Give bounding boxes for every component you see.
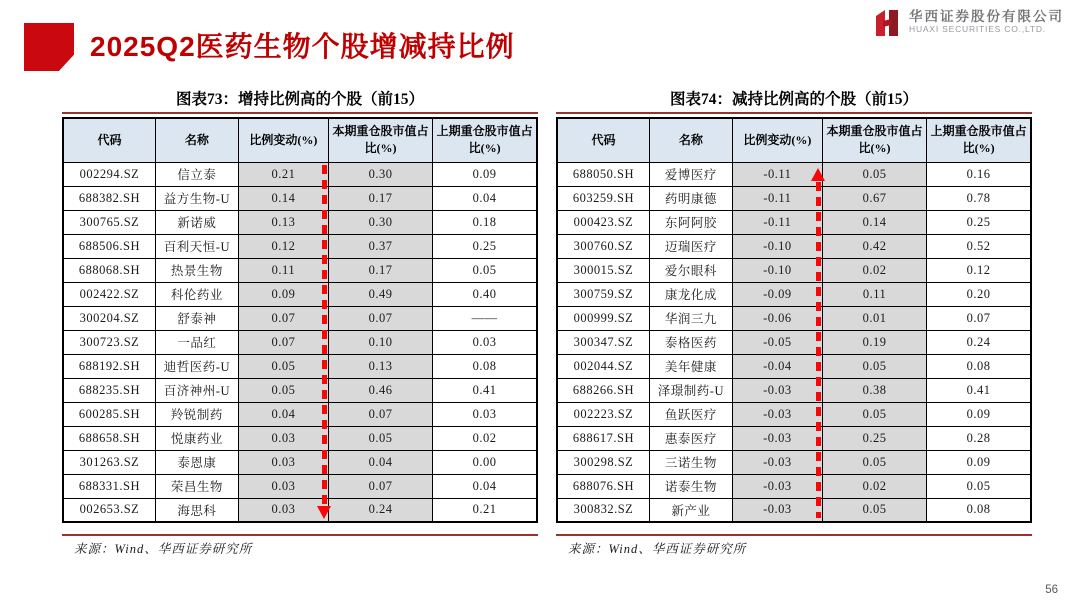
table-cell: 0.08 (927, 354, 1031, 378)
table-cell: 0.30 (328, 210, 432, 234)
table-cell: 0.52 (927, 234, 1031, 258)
table-cell: 0.24 (328, 498, 432, 522)
table-cell: 0.40 (433, 282, 537, 306)
table-row (63, 234, 537, 258)
table-cell: 东阿阿胶 (649, 210, 732, 234)
table-cell: 0.02 (433, 426, 537, 450)
huaxi-securities-logo (875, 7, 1064, 39)
table-cell: 0.01 (822, 306, 926, 330)
table-row (557, 378, 1031, 402)
table-cell: 0.05 (328, 426, 432, 450)
table-cell: 688617.SH (557, 426, 649, 450)
table-row (557, 258, 1031, 282)
table-cell: 0.00 (433, 450, 537, 474)
column-header: 名称 (155, 118, 238, 162)
table-cell: 688235.SH (63, 378, 155, 402)
table-cell: 300832.SZ (557, 498, 649, 522)
table-cell: 0.78 (927, 186, 1031, 210)
company-name-cn: 华西证券股份有限公司 (909, 9, 1064, 24)
table-row (63, 426, 537, 450)
table-cell: 688331.SH (63, 474, 155, 498)
table-cell: 000423.SZ (557, 210, 649, 234)
table-cell: 002422.SZ (63, 282, 155, 306)
table-cell: -0.11 (732, 210, 822, 234)
table-cell: 0.03 (433, 330, 537, 354)
table-header-row (63, 118, 537, 162)
table-row (557, 402, 1031, 426)
table-row (557, 354, 1031, 378)
table-row (63, 354, 537, 378)
table-cell: 603259.SH (557, 186, 649, 210)
table-cell: 0.05 (822, 354, 926, 378)
table-cell: 0.07 (328, 402, 432, 426)
page-title: 2025Q2医药生物个股增减持比例 (90, 31, 515, 62)
table-cell: 002044.SZ (557, 354, 649, 378)
table-row (557, 330, 1031, 354)
table-cell: 0.16 (927, 162, 1031, 186)
table-cell: 0.19 (822, 330, 926, 354)
table-cell: 百利天恒-U (155, 234, 238, 258)
table-cell: 惠泰医疗 (649, 426, 732, 450)
table-cell: -0.06 (732, 306, 822, 330)
table-cell: 300204.SZ (63, 306, 155, 330)
table-cell: 0.03 (238, 450, 328, 474)
trend-dash-line (322, 165, 327, 506)
table-cell: -0.09 (732, 282, 822, 306)
table-cell: 药明康德 (649, 186, 732, 210)
company-name-en: HUAXI SECURITIES CO.,LTD. (909, 23, 1046, 34)
table-cell: 舒泰神 (155, 306, 238, 330)
table-row (63, 258, 537, 282)
table-cell: 美年健康 (649, 354, 732, 378)
table-cell: 0.25 (433, 234, 537, 258)
table-cell: 0.10 (328, 330, 432, 354)
table-row (557, 234, 1031, 258)
table-cell: 0.17 (328, 258, 432, 282)
figure-73-caption: 图表73：增持比例高的个股（前15） (175, 91, 424, 108)
table-row (557, 210, 1031, 234)
table-cell: 0.04 (328, 450, 432, 474)
huaxi-logo-icon (875, 7, 903, 39)
table-cell: 0.41 (433, 378, 537, 402)
table-cell: 0.09 (927, 450, 1031, 474)
table-cell: 0.08 (927, 498, 1031, 522)
table-cell: 0.11 (822, 282, 926, 306)
table-row (557, 186, 1031, 210)
table-cell: 300298.SZ (557, 450, 649, 474)
table-row (63, 330, 537, 354)
table-cell: 0.41 (927, 378, 1031, 402)
table-row (63, 306, 537, 330)
table-cell: 悦康药业 (155, 426, 238, 450)
table-cell: 科伦药业 (155, 282, 238, 306)
table-cell: 华润三九 (649, 306, 732, 330)
table-cell: 0.14 (822, 210, 926, 234)
table-cell: 0.25 (927, 210, 1031, 234)
table-cell: 一品红 (155, 330, 238, 354)
table-cell: 三诺生物 (649, 450, 732, 474)
table-cell: -0.05 (732, 330, 822, 354)
source-note: 来源：Wind、华西证券研究所 (568, 542, 747, 556)
table-row (557, 426, 1031, 450)
table-cell: 0.09 (433, 162, 537, 186)
table-row (557, 474, 1031, 498)
table-cell: 0.46 (328, 378, 432, 402)
table-cell: -0.03 (732, 450, 822, 474)
table-cell: 0.08 (433, 354, 537, 378)
column-header: 上期重仓股市值占比(%) (433, 118, 537, 162)
table-cell: 0.17 (328, 186, 432, 210)
table-cell: 002223.SZ (557, 402, 649, 426)
table-cell: -0.03 (732, 426, 822, 450)
table-cell: 0.05 (238, 354, 328, 378)
table-cell: 002294.SZ (63, 162, 155, 186)
table-cell: 迈瑞医疗 (649, 234, 732, 258)
source-note: 来源：Wind、华西证券研究所 (74, 542, 253, 556)
table-cell: -0.10 (732, 234, 822, 258)
table-cell: 爱博医疗 (649, 162, 732, 186)
column-header: 本期重仓股市值占比(%) (822, 118, 926, 162)
table-cell: 新诺威 (155, 210, 238, 234)
caption-underline (556, 112, 1032, 114)
table-cell: 0.02 (822, 258, 926, 282)
table-cell: 0.05 (822, 498, 926, 522)
table-cell: 0.03 (238, 474, 328, 498)
table-cell: 0.07 (238, 306, 328, 330)
table-cell: 300765.SZ (63, 210, 155, 234)
table-cell: 300015.SZ (557, 258, 649, 282)
table-cell: -0.10 (732, 258, 822, 282)
table-row (63, 162, 537, 186)
table-cell: 荣昌生物 (155, 474, 238, 498)
table-cell: 泰恩康 (155, 450, 238, 474)
table-cell: 热景生物 (155, 258, 238, 282)
table-cell: 300759.SZ (557, 282, 649, 306)
table-cell: 300723.SZ (63, 330, 155, 354)
table-cell: 0.13 (238, 210, 328, 234)
column-header: 代码 (557, 118, 649, 162)
table-cell: -0.03 (732, 474, 822, 498)
table-cell: 688068.SH (63, 258, 155, 282)
table-cell: 0.28 (927, 426, 1031, 450)
table-cell: 301263.SZ (63, 450, 155, 474)
arrow-up-icon (811, 168, 825, 181)
table-cell: 康龙化成 (649, 282, 732, 306)
huaxi-logo-text (909, 7, 1064, 34)
table-cell: 000999.SZ (557, 306, 649, 330)
table-cell: -0.11 (732, 186, 822, 210)
red-corner-badge (24, 23, 74, 71)
increase-table (62, 117, 538, 523)
table-cell: 泰格医药 (649, 330, 732, 354)
table-cell: 0.14 (238, 186, 328, 210)
table-cell: 0.03 (238, 498, 328, 522)
table-row (63, 282, 537, 306)
table-cell: 688050.SH (557, 162, 649, 186)
column-header: 比例变动(%) (732, 118, 822, 162)
arrow-down-icon (317, 506, 331, 519)
table-row (63, 450, 537, 474)
table-cell: 0.05 (433, 258, 537, 282)
table-cell: 0.18 (433, 210, 537, 234)
increase-table-panel (62, 87, 538, 557)
table-cell: 0.07 (927, 306, 1031, 330)
table-cell: -0.03 (732, 402, 822, 426)
table-cell: 0.25 (822, 426, 926, 450)
table-cell: 0.30 (328, 162, 432, 186)
table-cell: 益方生物-U (155, 186, 238, 210)
table-cell: 0.07 (328, 474, 432, 498)
table-cell: 0.37 (328, 234, 432, 258)
table-cell: 0.12 (238, 234, 328, 258)
table-cell: 新产业 (649, 498, 732, 522)
column-header: 名称 (649, 118, 732, 162)
decrease-table-wrap (556, 117, 1032, 523)
figure-74-caption: 图表74：减持比例高的个股（前15） (669, 91, 918, 108)
table-cell: -0.04 (732, 354, 822, 378)
column-header: 比例变动(%) (238, 118, 328, 162)
table-cell: 0.03 (433, 402, 537, 426)
table-cell: 0.12 (927, 258, 1031, 282)
table-cell: 0.09 (927, 402, 1031, 426)
table-cell: 泽璟制药-U (649, 378, 732, 402)
table-cell: 0.11 (238, 258, 328, 282)
table-cell: 诺泰生物 (649, 474, 732, 498)
table-cell: 0.21 (433, 498, 537, 522)
table-cell: 0.05 (822, 402, 926, 426)
decrease-table-panel (556, 87, 1032, 557)
table-cell: -0.03 (732, 378, 822, 402)
table-cell: 688382.SH (63, 186, 155, 210)
table-header-row (557, 118, 1031, 162)
table-cell: 0.07 (238, 330, 328, 354)
caption-underline (62, 112, 538, 114)
table-cell: 0.07 (328, 306, 432, 330)
table-cell: 0.05 (822, 450, 926, 474)
table-row (63, 498, 537, 522)
table-cell: 0.09 (238, 282, 328, 306)
table-cell: -0.11 (732, 162, 822, 186)
table-cell: 600285.SH (63, 402, 155, 426)
table-cell: 0.05 (927, 474, 1031, 498)
table-cell: 0.13 (328, 354, 432, 378)
table-row (63, 474, 537, 498)
table-cell: 0.24 (927, 330, 1031, 354)
table-cell: 爱尔眼科 (649, 258, 732, 282)
table-cell: 0.38 (822, 378, 926, 402)
table-cell: 0.21 (238, 162, 328, 186)
table-cell: 300347.SZ (557, 330, 649, 354)
table-row (63, 210, 537, 234)
column-header: 代码 (63, 118, 155, 162)
table-cell: 0.02 (822, 474, 926, 498)
decrease-table (556, 117, 1032, 523)
table-row (63, 186, 537, 210)
table-cell: 百济神州-U (155, 378, 238, 402)
table-cell: 0.49 (328, 282, 432, 306)
table-cell: 688192.SH (63, 354, 155, 378)
table-cell: 0.03 (238, 426, 328, 450)
table-row (557, 306, 1031, 330)
table-cell: 0.04 (433, 474, 537, 498)
table-row (63, 402, 537, 426)
table-cell: 002653.SZ (63, 498, 155, 522)
table-cell: 信立泰 (155, 162, 238, 186)
trend-dash-line (816, 182, 821, 518)
table-cell: 0.67 (822, 186, 926, 210)
table-row (63, 378, 537, 402)
table-cell: 688506.SH (63, 234, 155, 258)
table-cell: 羚锐制药 (155, 402, 238, 426)
table-cell: 0.05 (822, 162, 926, 186)
table-row (557, 450, 1031, 474)
table-cell: 海思科 (155, 498, 238, 522)
table-cell: 688658.SH (63, 426, 155, 450)
table-cell: 0.04 (238, 402, 328, 426)
page-number: 56 (1045, 584, 1058, 596)
table-cell: 0.20 (927, 282, 1031, 306)
table-cell: 688076.SH (557, 474, 649, 498)
table-row (557, 282, 1031, 306)
table-cell: —— (433, 306, 537, 330)
increase-table-wrap (62, 117, 538, 523)
table-cell: -0.03 (732, 498, 822, 522)
table-row (557, 498, 1031, 522)
column-header: 本期重仓股市值占比(%) (328, 118, 432, 162)
column-header: 上期重仓股市值占比(%) (927, 118, 1031, 162)
table-cell: 0.05 (238, 378, 328, 402)
table-cell: 0.42 (822, 234, 926, 258)
table-cell: 0.04 (433, 186, 537, 210)
table-row (557, 162, 1031, 186)
table-cell: 300760.SZ (557, 234, 649, 258)
table-cell: 迪哲医药-U (155, 354, 238, 378)
table-cell: 688266.SH (557, 378, 649, 402)
table-cell: 鱼跃医疗 (649, 402, 732, 426)
